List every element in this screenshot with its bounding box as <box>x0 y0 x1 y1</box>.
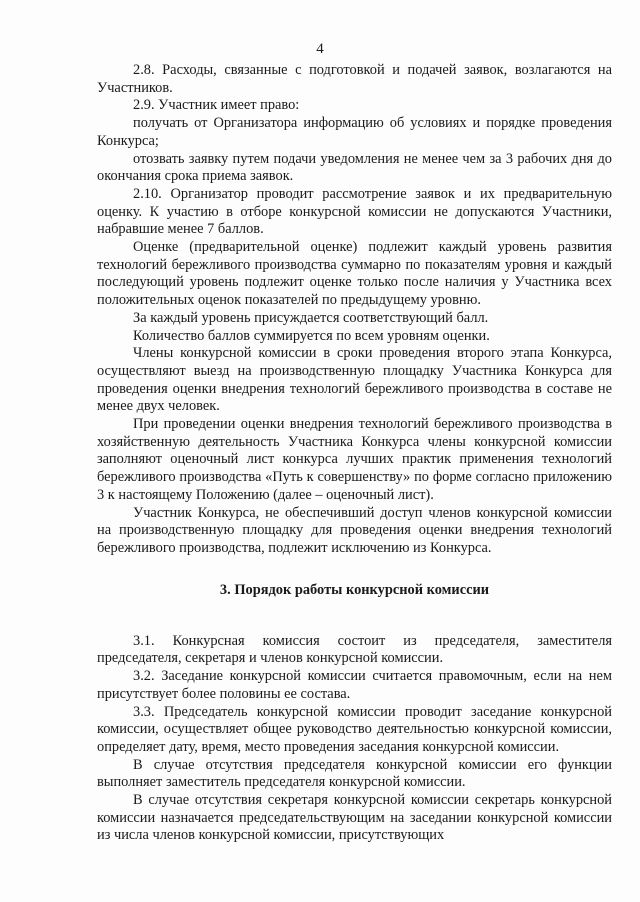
paragraph-2-9: 2.9. Участник имеет право: <box>133 97 300 114</box>
section-gap <box>97 599 612 633</box>
paragraph-2-8: 2.8. Расходы, связанные с подготовкой и подачей заявок, возлагаются на Участников. <box>97 62 612 96</box>
paragraph-2-9-right-withdraw: отозвать заявку путем подачи уведомления не менее чем за 3 рабочих дня до окончания срока приема заявок. <box>97 150 612 185</box>
page-number: 4 <box>316 41 324 57</box>
paragraph-3-2: 3.2. Заседание конкурсной комиссии считается правомочным, если на нем присутствует более половины ее состава. <box>97 668 612 702</box>
section-heading: 3. Порядок работы конкурсной комиссии <box>219 581 490 598</box>
paragraph-2-9-right-info: получать от Организатора информацию об условиях и порядке проведения Конкурса; <box>97 115 612 149</box>
paragraph-3-1: 3.1. Конкурсная комиссия состоит из председателя, заместителя председателя, секретаря и членов конкурсной комиссии. <box>97 632 612 667</box>
paragraph-score-sum: Количество баллов суммируется по всем уровням оценки. <box>133 327 490 344</box>
paragraph-level-score: За каждый уровень присуждается соответствующий балл. <box>133 309 489 326</box>
paragraph-assessment-levels: Оценке (предварительной оценке) подлежит каждый уровень развития технологий бережливого производства суммарно по показателям уровня и каждый последующий уровень подлежит оценке только после наличия у Участника всех положительных оценок показателей по предыдущему уровню. <box>97 239 612 309</box>
paragraph-chair-absence: В случае отсутствия председателя конкурсной комиссии его функции выполняет заместитель председателя конкурсной комиссии. <box>97 756 612 791</box>
paragraph-evaluation-sheet: При проведении оценки внедрения технологий бережливого производства в хозяйственную деятельность Участника Конкурса члены конкурсной комиссии заполняют оценочный лист конкурса лучших практик применения технологий бережливого производства «Путь к совершенству» по форме согласно приложению 3 к настоящему Положению (далее – оценочный лист). <box>97 416 612 503</box>
paragraph-secretary-absence: В случае отсутствия секретаря конкурсной комиссии секретарь конкурсной комиссии назначается председательствующим на заседании конкурсной комиссии из числа членов конкурсной комиссии, присутствующих <box>97 792 612 844</box>
paragraph-3-3: 3.3. Председатель конкурсной комиссии проводит заседание конкурсной комиссии, осуществляет общее руководство деятельностью конкурсной комиссии, определяет дату, время, место проведения заседания конкурсной комиссии. <box>97 703 612 755</box>
paragraph-2-10: 2.10. Организатор проводит рассмотрение заявок и их предварительную оценку. К участию в отборе конкурсной комиссии не допускаются Участники, набравшие менее 7 баллов. <box>97 185 612 238</box>
paragraph-site-visit: Члены конкурсной комиссии в сроки проведения второго этапа Конкурса, осуществляют выезд на производственную площадку Участника Конкурса для проведения оценки внедрения технологий бережливого производства в составе не менее двух человек. <box>97 345 612 415</box>
paragraph-exclusion: Участник Конкурса, не обеспечивший доступ членов конкурсной комиссии на производственную площадку для проведения оценки внедрения технологий бережливого производства, подлежит исключению из Конкурса. <box>97 504 612 556</box>
document-body <box>97 62 612 845</box>
